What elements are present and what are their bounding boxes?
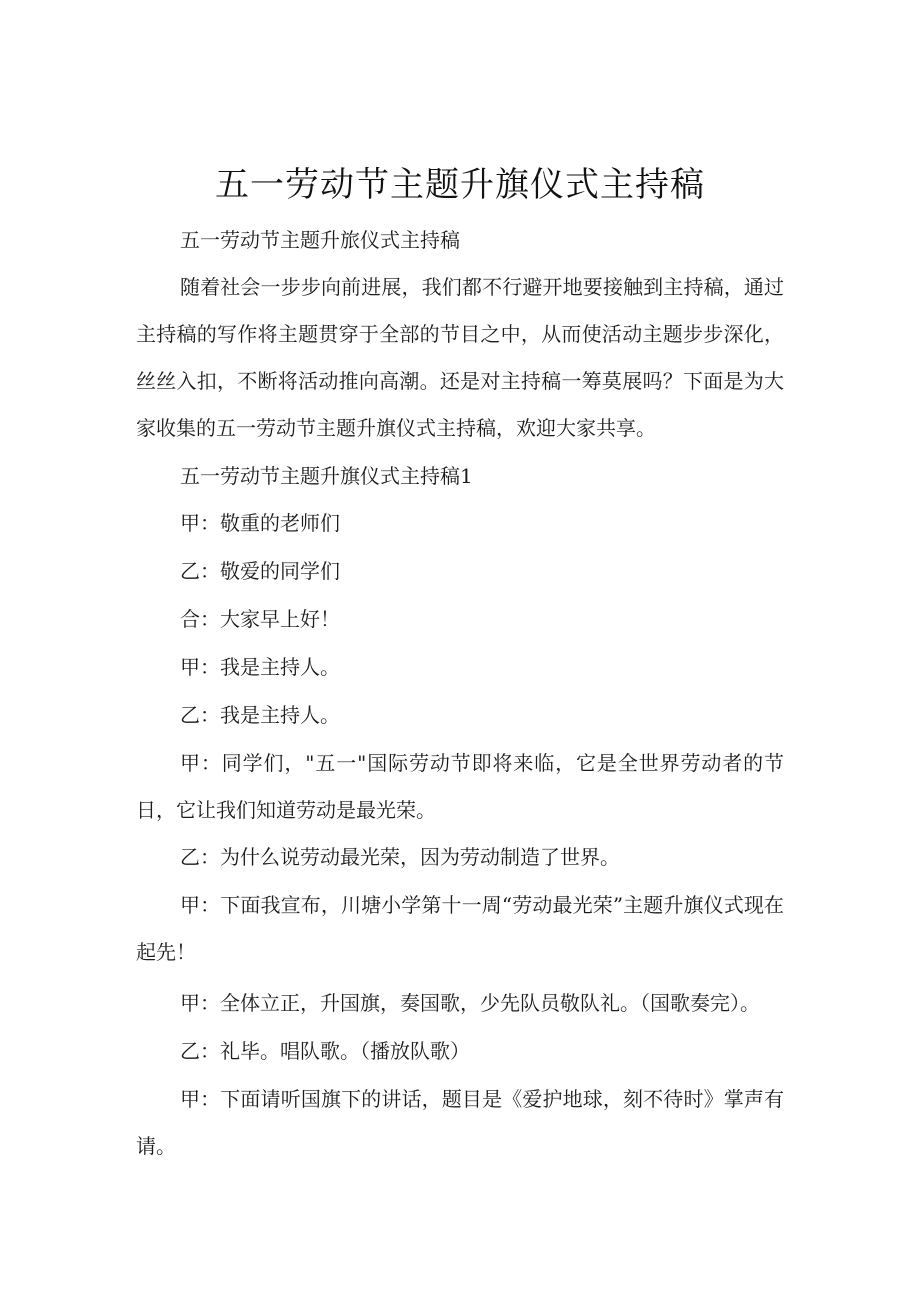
paragraph-line-yi-3: 乙：为什么说劳动最光荣，因为劳动制造了世界。 (180, 845, 620, 869)
paragraph-line-jia-2: 甲：我是主持人。 (180, 655, 340, 679)
paragraph-line-yi-1: 乙：敬爱的同学们 (180, 559, 340, 583)
paragraph-section-heading: 五一劳动节主题升旗仪式主持稿1 (180, 464, 473, 488)
paragraph-intro: 随着社会一步步向前进展，我们都不行避开地要接触到主持稿，通过主持稿的写作将主题贯穿于全部的节目之中，从而使活动主题步步深化，丝丝入扣，不断将活动推向高潮。还是对主持稿一筹莫展吗？下面是为大家收集的五一劳动节主题升旗仪式主持稿，欢迎大家共享。 (136, 275, 784, 440)
paragraph-line-jia-6: 甲：下面请听国旗下的讲话，题目是《爱护地球，刻不待时》掌声有请。 (136, 1087, 784, 1158)
document-title: 五一劳动节主题升旗仪式主持稿 (215, 164, 705, 205)
paragraph-line-jia-1: 甲：敬重的老师们 (180, 511, 340, 535)
paragraph-line-yi-2: 乙：我是主持人。 (180, 703, 340, 727)
paragraph-subtitle: 五一劳动节主题升旅仪式主持稿 (180, 228, 460, 252)
paragraph-line-jia-3: 甲：同学们，"五一"国际劳动节即将来临，它是全世界劳动者的节日，它让我们知道劳动是最光荣。 (136, 751, 784, 822)
paragraph-line-jia-5: 甲：全体立正，升国旗，奏国歌，少先队员敬队礼。（国歌奏完）。 (180, 991, 760, 1015)
paragraph-line-yi-4: 乙：礼毕。唱队歌。（播放队歌） (180, 1039, 470, 1063)
paragraph-line-he: 合：大家早上好！ (180, 607, 340, 631)
paragraph-line-jia-4: 甲：下面我宣布，川塘小学第十一周“劳动最光荣”主题升旗仪式现在起先！ (136, 893, 784, 964)
